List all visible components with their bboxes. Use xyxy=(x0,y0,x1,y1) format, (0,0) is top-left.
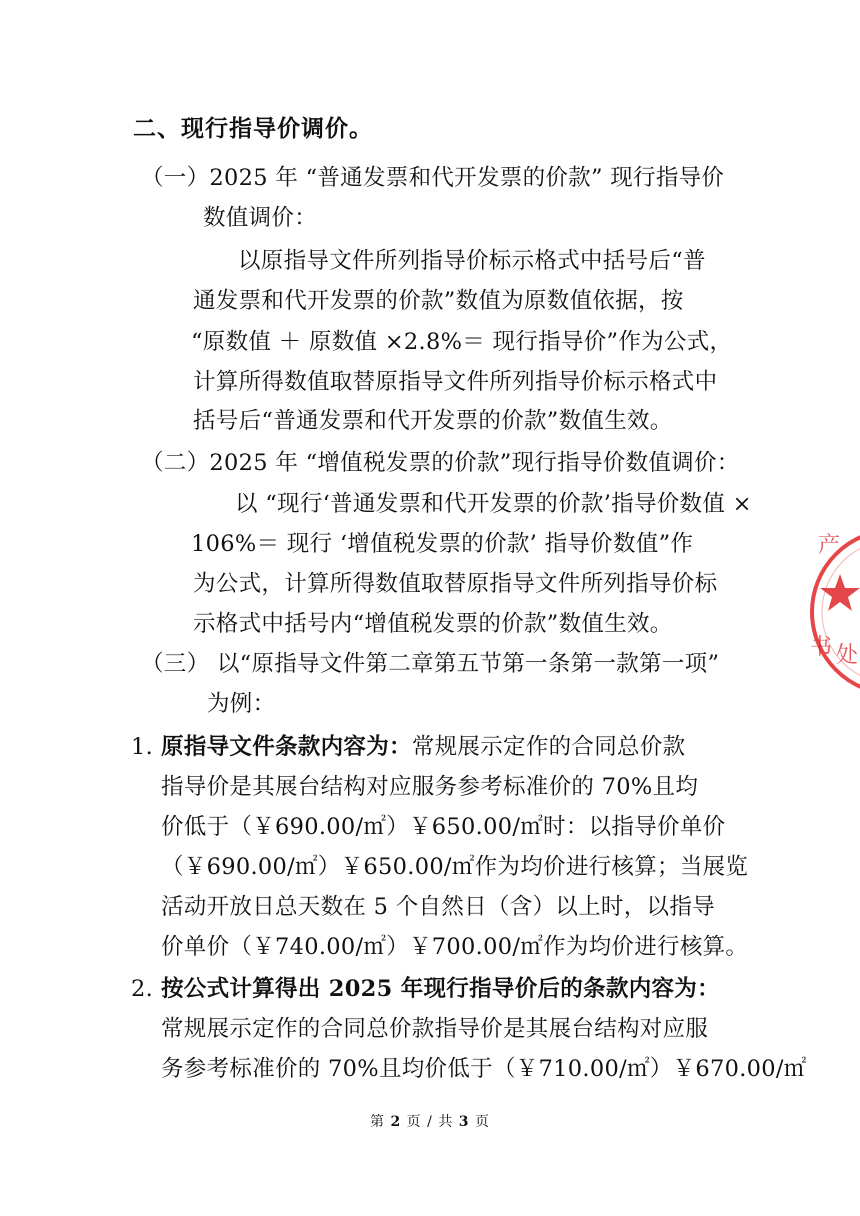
footer-page-number: 2 xyxy=(390,1114,402,1130)
item2-lead xyxy=(161,978,720,1001)
page-footer xyxy=(0,1111,860,1131)
part3-heading-line2: 为例： xyxy=(207,691,276,717)
official-seal-stamp xyxy=(804,522,860,702)
item2-line: 常规展示定作的合同总价款指导价是其展台结构对应服 xyxy=(161,1016,709,1042)
footer-suffix: 页 xyxy=(469,1114,490,1130)
part3-heading-line1: （三） 以“原指导文件第二章第五节第一条第一款第一项” xyxy=(141,651,720,677)
section-title: 二、现行指导价调价。 xyxy=(133,115,373,142)
seal-star-icon xyxy=(820,574,860,611)
part2-body-line: 为公式，计算所得数值取替原指导文件所列指导价标 xyxy=(193,571,718,597)
part1-heading-line1: （一）2025 年 “普通发票和代开发票的价款” 现行指导价 xyxy=(141,165,725,191)
item2-lead-year: 2025 xyxy=(328,976,393,1002)
part1-body-line: 通发票和代开发票的价款”数值为原数值依据，按 xyxy=(193,288,684,314)
item1-line: （￥690.00/㎡）￥650.00/㎡作为均价进行核算；当展览 xyxy=(161,854,749,880)
item2-lead-b: 年现行指导价后的条款内容为： xyxy=(392,976,720,1002)
item1-line: 活动开放日总天数在 5 个自然日（含）以上时，以指导 xyxy=(161,894,715,920)
item1-first-line xyxy=(161,736,685,759)
footer-middle: 页 / 共 xyxy=(401,1114,459,1130)
part1-body-line: 计算所得数值取替原指导文件所列指导价标示格式中 xyxy=(193,369,718,395)
item1-number: 1. xyxy=(131,734,154,760)
seal-char: 产 xyxy=(818,533,841,558)
part1-body-line: 以原指导文件所列指导价标示格式中括号后“普 xyxy=(238,248,706,274)
item1-first-rest: 常规展示定作的合同总价款 xyxy=(411,734,686,760)
part2-body-line: 示格式中括号内“增值税发票的价款”数值生效。 xyxy=(193,611,673,637)
item1-line: 指导价是其展台结构对应服务参考标准价的 70%且均 xyxy=(161,774,699,800)
part2-body-line: 106%＝ 现行 ‘增值税发票的价款’ 指导价数值”作 xyxy=(191,531,694,557)
item1-line: 价低于（￥690.00/㎡）￥650.00/㎡时：以指导价单价 xyxy=(161,814,726,840)
item2-lead-a: 按公式计算得出 xyxy=(161,976,329,1002)
item2-line: 务参考标准价的 70%且均价低于（￥710.00/㎡）￥670.00/㎡ xyxy=(161,1056,807,1082)
footer-total-pages: 3 xyxy=(458,1114,470,1130)
footer-prefix: 第 xyxy=(370,1114,391,1130)
item2-number: 2. xyxy=(131,976,154,1002)
item1-line: 价单价（￥740.00/㎡）￥700.00/㎡作为均价进行核算。 xyxy=(161,934,749,960)
item1-lead: 原指导文件条款内容为： xyxy=(161,734,412,760)
part2-heading: （二）2025 年 “增值税发票的价款”现行指导价数值调价： xyxy=(141,450,740,476)
part1-heading-line2: 数值调价： xyxy=(203,205,318,231)
part2-body-line: 以 “现行‘普通发票和代开发票的价款’指导价数值 × xyxy=(235,491,752,517)
part1-body-line: “原数值 ＋ 原数值 ×2.8%＝ 现行指导价”作为公式， xyxy=(191,329,733,355)
seal-char: 处 xyxy=(836,643,859,668)
part1-body-line: 括号后“普通发票和代开发票的价款”数值生效。 xyxy=(193,408,673,434)
seal-char: 书 xyxy=(810,635,833,660)
